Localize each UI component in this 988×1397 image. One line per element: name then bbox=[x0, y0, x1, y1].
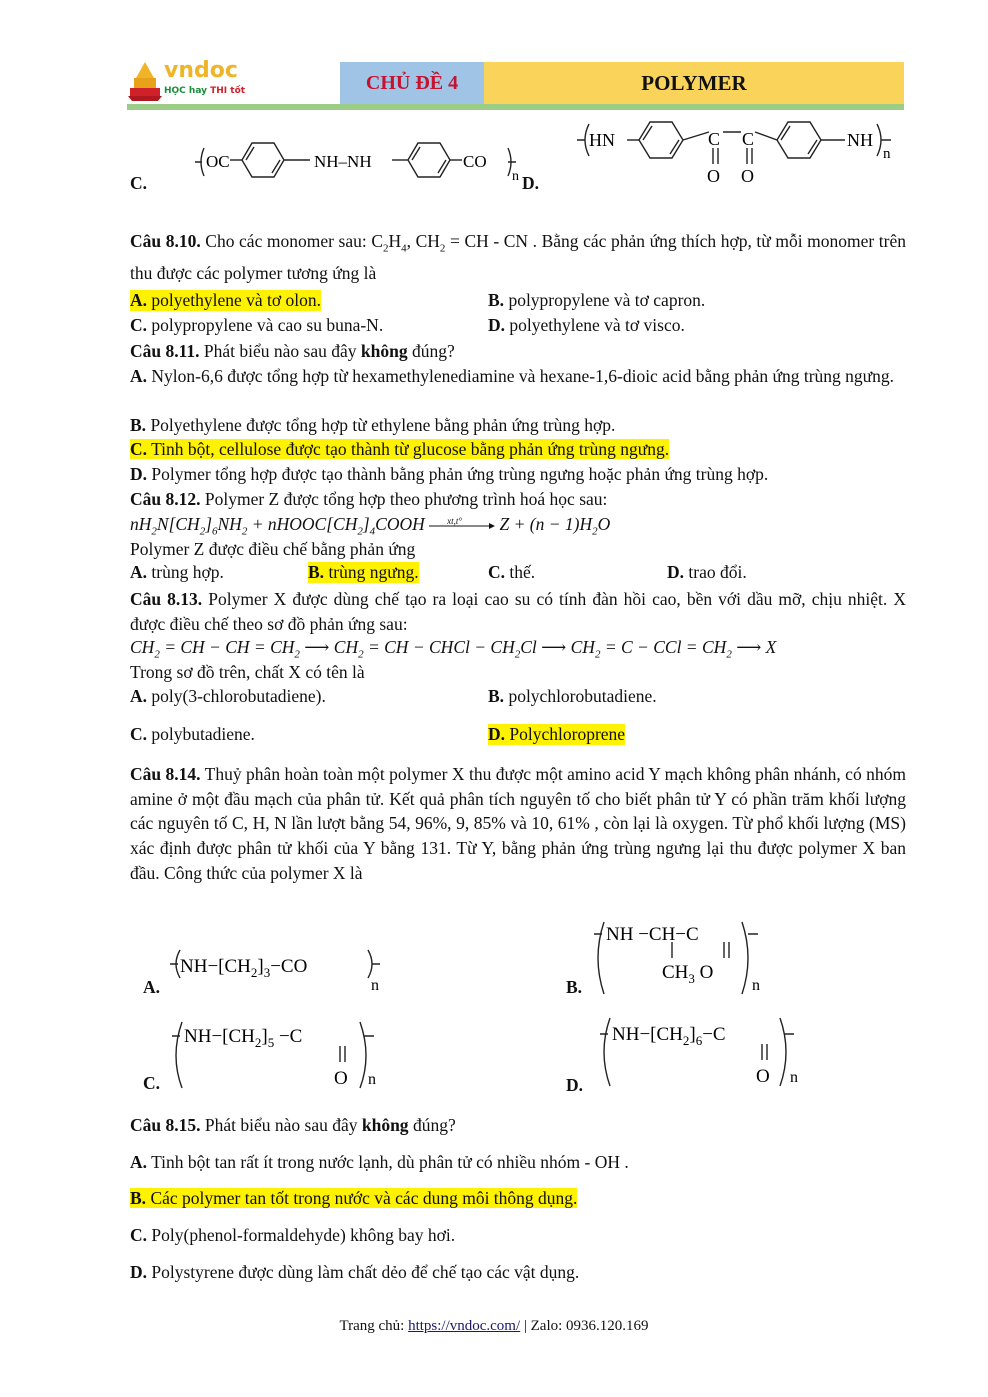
option-8-13-a[interactable]: A. poly(3-chlorobutadiene). bbox=[130, 686, 326, 706]
option-8-11-c[interactable]: C. Tinh bột, cellulose được tạo thành từ glucose bằng phản ứng trùng ngưng. bbox=[130, 439, 670, 459]
question-8-12: Câu 8.12. Polymer Z được tổng hợp theo phương trình hoá học sau: bbox=[130, 489, 608, 509]
option-8-14-a-key[interactable]: A. bbox=[143, 977, 161, 997]
structure-8-14-c[interactable] bbox=[170, 1016, 390, 1094]
svg-text:OC: OC bbox=[206, 152, 230, 171]
vndoc-logo bbox=[128, 60, 258, 102]
option-8-12-a[interactable]: A. trùng hợp. bbox=[130, 562, 224, 582]
follow-8-12: Polymer Z được điều chế bằng phản ứng bbox=[130, 539, 416, 559]
structure-8-14-a[interactable] bbox=[168, 942, 398, 998]
svg-text:O: O bbox=[334, 1068, 348, 1089]
question-8-14: Câu 8.14. Thuỷ phân hoàn toàn một polymer X thu được một amino acid Y mạch không phân nhánh, có nhóm amine ở một đầu mạch của phân tử. Kết quả phân tích nguyên tố cho biết phân tử Y có phần trăm khối lượng các nguyên tố C, H, N lần lượt bằng 54, 96%, 9, 85% và 10, 61% , còn lại là oxygen. Từ phổ khối lượng (MS) xác định được phân tử khối của Y bằng 131. Từ Y, bằng phản ứng trùng ngưng lại thu được polymer X ban đầu. Công thức của polymer X là bbox=[130, 764, 906, 883]
equation-8-12: $nH_2N[CH_2]_6NH_2$ + $nHOOC[CH_2]_4COOH$ xt,t° $Z + (n - 1)H_2O$ bbox=[130, 514, 611, 538]
option-8-13-b[interactable]: B. polychlorobutadiene. bbox=[488, 686, 657, 706]
option-8-14-c-key[interactable]: C. bbox=[143, 1073, 161, 1093]
svg-text:O: O bbox=[756, 1066, 770, 1087]
svg-text:n: n bbox=[368, 1071, 376, 1088]
option-8-14-d-key[interactable]: D. bbox=[566, 1075, 584, 1095]
option-8-13-d[interactable]: D. Polychloroprene bbox=[488, 724, 626, 744]
svg-text:O: O bbox=[741, 166, 754, 186]
question-8-10: Câu 8.10. Cho các monomer sau: $C_2H_4$, $CH_2$ = CH - CN . Bằng các phản ứng thích hợp, từ mỗi monomer trên thu được các polymer tương ứng là bbox=[130, 231, 907, 284]
svg-text:NH−[CH2]6−C: $NH-[CH_2]_6-C$ bbox=[612, 1024, 726, 1048]
svg-text:C: C bbox=[742, 129, 755, 149]
logo-wordmark: vndoc bbox=[164, 58, 238, 83]
svg-text:HN: HN bbox=[589, 130, 615, 150]
temple-icon bbox=[128, 60, 162, 102]
svg-text:n: n bbox=[512, 169, 519, 184]
title-banner bbox=[484, 62, 904, 104]
structure-prev-d bbox=[575, 112, 895, 192]
option-8-13-c[interactable]: C. polybutadiene. bbox=[130, 724, 255, 744]
structure-8-14-d[interactable] bbox=[598, 1012, 818, 1092]
follow-8-13: Trong sơ đồ trên, chất X có tên là bbox=[130, 662, 365, 682]
option-8-11-a[interactable]: A. Nylon-6,6 được tổng hợp từ hexamethylenediamine và hexane-1,6-dioic acid bằng phản ứng trùng ngưng. bbox=[130, 366, 895, 386]
homepage-link[interactable]: https://vndoc.com/ bbox=[408, 1318, 521, 1334]
scheme-8-13: $CH_2$ = CH − CH = $CH_2$ ⟶ $CH_2$ = CH − CHCl − $CH_2Cl$ ⟶ $CH_2 = C$ − CCl = $CH_2$ ⟶ X bbox=[130, 637, 777, 661]
option-8-14-b-key[interactable]: B. bbox=[566, 977, 583, 997]
question-8-11: Câu 8.11. Phát biểu nào sau đây không đúng? bbox=[130, 341, 455, 361]
svg-text:CO: CO bbox=[463, 152, 487, 171]
topic-badge bbox=[340, 62, 484, 104]
option-8-12-c[interactable]: C. thế. bbox=[488, 562, 536, 582]
option-8-11-b[interactable]: B. Polyethylene được tổng hợp từ ethylene bằng phản ứng trùng hợp. bbox=[130, 415, 616, 435]
svg-text:NH−[CH2]3−CO: $NH-[CH_2]_3-CO$ bbox=[180, 956, 308, 980]
svg-text:NH −CH−C: NH −CH−C bbox=[606, 924, 699, 945]
prev-option-d-key: D. bbox=[522, 173, 540, 193]
svg-text:O: O bbox=[707, 166, 720, 186]
option-8-15-c[interactable]: C. Poly(phenol-formaldehyde) không bay hơi. bbox=[130, 1225, 456, 1245]
page-footer: Trang chủ: https://vndoc.com/ | Zalo: 0936.120.169 bbox=[339, 1318, 649, 1334]
svg-text:NH: NH bbox=[847, 130, 873, 150]
svg-text:NH−[CH2]5 −C: $NH-[CH_2]_5 -C$ bbox=[184, 1026, 303, 1050]
structure-8-14-b[interactable] bbox=[592, 918, 772, 996]
logo-tagline: HỌC hay THI tốt bbox=[164, 86, 246, 96]
svg-text:n: n bbox=[752, 977, 760, 994]
option-8-10-a[interactable]: A. polyethylene và tơ olon. bbox=[130, 290, 322, 310]
question-8-15: Câu 8.15. Phát biểu nào sau đây không đúng? bbox=[130, 1115, 456, 1135]
question-8-13: Câu 8.13. Polymer X được dùng chế tạo ra loại cao su có tính đàn hồi cao, bền với dầu mỡ, chịu nhiệt. X được điều chế theo sơ đồ phản ứng sau: bbox=[130, 589, 906, 634]
structure-prev-c bbox=[190, 128, 530, 188]
header-divider bbox=[127, 104, 904, 110]
svg-text:C: C bbox=[708, 129, 721, 149]
svg-text:CH3 O: $CH_3$ O bbox=[662, 962, 714, 986]
option-8-10-d[interactable]: D. polyethylene và tơ visco. bbox=[488, 315, 685, 335]
option-8-15-b[interactable]: B. Các polymer tan tốt trong nước và các dung môi thông dụng. bbox=[130, 1188, 578, 1208]
svg-text:NH–NH: NH–NH bbox=[314, 152, 372, 171]
option-8-11-d[interactable]: D. Polymer tổng hợp được tạo thành bằng phản ứng trùng ngưng hoặc phản ứng trùng hợp. bbox=[130, 464, 769, 484]
svg-text:n: n bbox=[790, 1069, 798, 1086]
svg-text:n: n bbox=[371, 977, 379, 994]
topic-label: CHỦ ĐỀ 4 bbox=[365, 71, 459, 94]
page-title: POLYMER bbox=[641, 70, 747, 95]
svg-text:n: n bbox=[883, 146, 891, 162]
option-8-10-b[interactable]: B. polypropylene và tơ capron. bbox=[488, 290, 706, 310]
option-8-12-b[interactable]: B. trùng ngưng. bbox=[308, 562, 419, 582]
option-8-12-d[interactable]: D. trao đổi. bbox=[667, 562, 747, 582]
option-8-10-c[interactable]: C. polypropylene và cao su buna-N. bbox=[130, 315, 384, 335]
prev-option-c-key: C. bbox=[130, 173, 148, 193]
option-8-15-a[interactable]: A. Tinh bột tan rất ít trong nước lạnh, dù phân tử có nhiều nhóm - OH . bbox=[130, 1152, 629, 1172]
option-8-15-d[interactable]: D. Polystyrene được dùng làm chất dẻo để chế tạo các vật dụng. bbox=[130, 1262, 580, 1282]
